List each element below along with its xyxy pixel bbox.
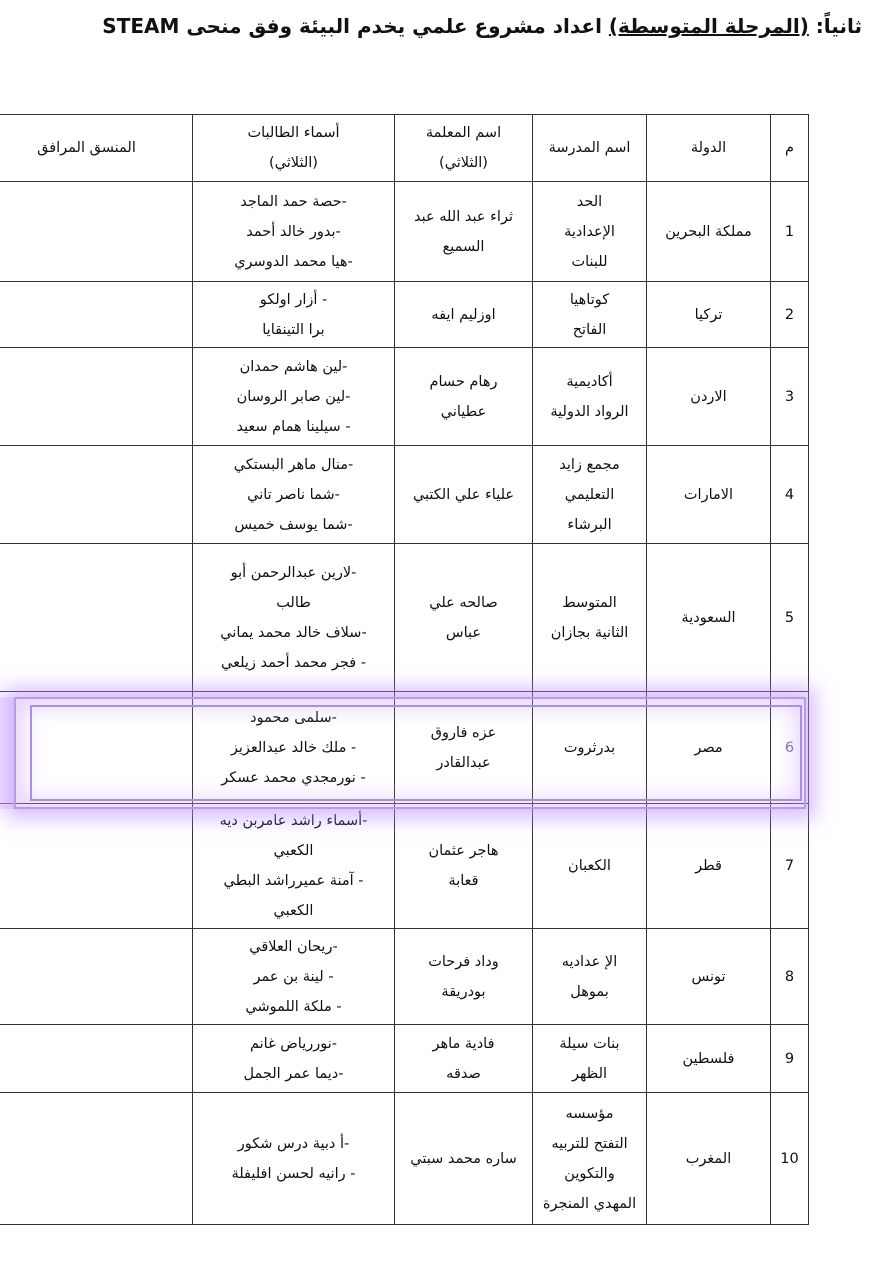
cell-students: [193, 1093, 395, 1225]
cell-coordinator: [0, 348, 193, 446]
cell-teacher: [395, 182, 533, 282]
cell-coordinator: [0, 182, 193, 282]
cell-coordinator: [0, 446, 193, 544]
cell-school: [533, 1025, 647, 1093]
cell-num: 8: [771, 929, 809, 1025]
cell-num: 9: [771, 1025, 809, 1093]
cell-num: 6: [771, 692, 809, 804]
cell-school-line: الإ عداديه: [561, 953, 618, 970]
cell-teacher-line: رهام حسام: [429, 373, 498, 390]
cell-school-line: كوتاهيا: [569, 291, 610, 308]
cell-school: [533, 929, 647, 1025]
cell-school-line: الحد: [576, 193, 603, 210]
cell-school-line: بنات سيلة: [559, 1035, 620, 1052]
table-row: [0, 282, 809, 348]
cell-teacher-line: ثراء عبد الله عبد: [413, 208, 513, 225]
cell-country: تركيا: [647, 282, 771, 348]
table-row: [0, 544, 809, 692]
cell-students: [193, 348, 395, 446]
cell-school-line: الرواد الدولية: [550, 403, 629, 420]
cell-country: مملكة البحرين: [647, 182, 771, 282]
cell-students: [193, 544, 395, 692]
header-students-line: (الثلاثي): [269, 155, 318, 171]
cell-teacher-line: عطياني: [440, 403, 487, 420]
cell-num: 3: [771, 348, 809, 446]
cell-coordinator: [0, 1025, 193, 1093]
cell-country: الامارات: [647, 446, 771, 544]
cell-country: المغرب: [647, 1093, 771, 1225]
cell-school-line: للبنات: [571, 253, 608, 270]
cell-teacher-line: عبدالقادر: [436, 754, 491, 771]
cell-students-line: - ملك خالد عبدالعزيز: [230, 739, 357, 756]
cell-num: 7: [771, 804, 809, 929]
cell-teacher-line: عزه فاروق: [430, 724, 497, 741]
cell-students-line: - سيلينا همام سعيد: [236, 418, 351, 435]
cell-teacher-line: وداد فرحات: [428, 953, 499, 970]
cell-students-line: -نورر‌ياض غانم: [249, 1035, 338, 1052]
cell-school: [533, 692, 647, 804]
cell-teacher: [395, 1025, 533, 1093]
header-school: اسم المدرسة: [533, 115, 647, 182]
header-students-line: أسماء الطالبات: [247, 125, 340, 141]
header-teacher-line: اسم المعلمة: [425, 125, 502, 141]
cell-coordinator: [0, 929, 193, 1025]
title-stage: (المرحلة المتوسطة): [608, 14, 809, 38]
header-coordinator: المنسق المرافق: [0, 115, 193, 182]
cell-teacher: [395, 1093, 533, 1225]
cell-students-line: -سلمى محمود: [250, 709, 337, 726]
table-row: [0, 1093, 809, 1225]
cell-num: 4: [771, 446, 809, 544]
cell-students-line: -أسماء راشد عامربن ديه: [219, 813, 368, 829]
cell-coordinator: [0, 282, 193, 348]
cell-students-line: برا التينقايا: [262, 321, 325, 338]
cell-students-line: - ملكة اللموشي: [245, 998, 342, 1015]
cell-students: [193, 692, 395, 804]
cell-school-line: المتوسط: [562, 594, 617, 611]
cell-school-line: بموهل: [570, 983, 609, 1000]
cell-teacher-line: قعابة: [448, 873, 479, 889]
cell-students-line: -شما يوسف خميس: [234, 516, 353, 533]
cell-students-line: - فجر محمد أحمد زيلعي: [221, 654, 366, 671]
header-students: [193, 115, 395, 182]
cell-school: [533, 446, 647, 544]
cell-school: [533, 282, 647, 348]
cell-students-line: -سلاف خالد محمد يماني: [220, 624, 367, 641]
cell-students: [193, 1025, 395, 1093]
table-header-row: [0, 115, 809, 182]
cell-students-line: الكعبي: [273, 843, 314, 859]
cell-school-line: التعليمي: [564, 486, 615, 503]
cell-teacher-line: ساره محمد سبتي: [410, 1150, 517, 1167]
cell-teacher: [395, 348, 533, 446]
cell-school: [533, 1093, 647, 1225]
cell-students-line: - لينة بن عمر: [253, 968, 334, 985]
cell-students-line: -ريحان العلاقي: [249, 938, 338, 955]
cell-students: [193, 929, 395, 1025]
cell-teacher-line: عباس: [445, 624, 482, 641]
cell-students-line: -لين صابر الروسان: [236, 388, 351, 405]
cell-country: الاردن: [647, 348, 771, 446]
cell-school: [533, 182, 647, 282]
cell-students: [193, 282, 395, 348]
cell-teacher-line: فادية ماهر: [432, 1035, 495, 1052]
cell-country: السعودية: [647, 544, 771, 692]
cell-students-line: - نورمجدي محمد عسكر: [221, 769, 366, 786]
cell-students-line: -ديما عمر الجمل: [243, 1065, 344, 1082]
cell-school-line: الثانية بجازان: [550, 624, 629, 641]
cell-school-line: الكعبان: [568, 858, 611, 874]
cell-school-line: مؤسسه: [565, 1105, 614, 1122]
cell-students-line: -منال ماهر البستكي: [233, 456, 354, 473]
table-row: [0, 348, 809, 446]
cell-students-line: -لين هاشم حمدان: [239, 358, 348, 375]
cell-coordinator: [0, 1093, 193, 1225]
cell-coordinator: [0, 544, 193, 692]
cell-students: [193, 446, 395, 544]
cell-country: تونس: [647, 929, 771, 1025]
cell-num: 5: [771, 544, 809, 692]
cell-teacher: [395, 544, 533, 692]
table-row: [0, 182, 809, 282]
table-body: [0, 182, 809, 1225]
cell-teacher: [395, 929, 533, 1025]
cell-num: 10: [771, 1093, 809, 1225]
cell-students-line: -شما ناصر تاني: [247, 486, 340, 503]
cell-school-line: المهدي المنجرة: [542, 1195, 637, 1212]
cell-teacher-line: اوزليم ايفه: [431, 306, 496, 323]
cell-school: [533, 544, 647, 692]
cell-school-line: أكاديمية: [566, 373, 613, 390]
cell-teacher-line: هاجر عثمان: [428, 843, 499, 859]
table-row: [0, 692, 809, 804]
cell-teacher-line: علياء علي الكتبي: [412, 486, 515, 503]
page-title: [62, 14, 862, 38]
participants-table: [0, 114, 809, 1225]
cell-students: [193, 804, 395, 929]
cell-students-line: -حصة حمد الماجد: [240, 193, 347, 210]
header-country: الدولة: [647, 115, 771, 182]
cell-teacher: [395, 446, 533, 544]
cell-students-line: - أزار اولكو: [259, 291, 328, 308]
cell-teacher: [395, 692, 533, 804]
cell-school-line: البرشاء: [567, 516, 612, 533]
cell-country: فلسطين: [647, 1025, 771, 1093]
cell-students-line: -لارين عبدالرحمن أبو: [230, 564, 357, 581]
header-teacher: [395, 115, 533, 182]
cell-students-line: - رانيه لحسن افليفلة: [231, 1165, 356, 1182]
cell-teacher: [395, 804, 533, 929]
table-row: [0, 446, 809, 544]
cell-school: [533, 804, 647, 929]
cell-students-line: -أ دبية درس شكور: [237, 1135, 350, 1152]
cell-school-line: الفاتح: [572, 321, 607, 338]
cell-country: قطر: [647, 804, 771, 929]
cell-school-line: الظهر: [571, 1065, 608, 1082]
cell-school: [533, 348, 647, 446]
cell-school-line: التفتح للتربيه: [551, 1135, 628, 1152]
table-row: [0, 929, 809, 1025]
cell-coordinator: [0, 692, 193, 804]
cell-teacher-line: بودريقة: [441, 983, 486, 1000]
cell-students-line: الكعبي: [273, 903, 314, 919]
cell-school-line: مجمع زايد: [559, 456, 620, 473]
cell-school-line: بدرثروت: [563, 739, 616, 756]
header-teacher-line: (الثلاثي): [439, 155, 488, 171]
cell-coordinator: [0, 804, 193, 929]
title-prefix: ثانياً:: [808, 14, 862, 38]
cell-students-line: طالب: [276, 594, 311, 611]
cell-teacher-line: صدقه: [446, 1065, 481, 1082]
cell-teacher: [395, 282, 533, 348]
cell-num: 1: [771, 182, 809, 282]
cell-school-line: والتكوين: [564, 1165, 615, 1182]
table-row: [0, 1025, 809, 1093]
cell-teacher-line: صالحه علي: [429, 594, 498, 611]
cell-teacher-line: السميع: [442, 238, 485, 255]
header-num: م: [771, 115, 809, 182]
title-rest: اعداد مشروع علمي يخدم البيئة وفق منحى STEAM: [102, 14, 609, 38]
table-row: [0, 804, 809, 929]
cell-students-line: -هيا محمد الدوسري: [234, 253, 353, 270]
cell-students-line: -بدور خالد أحمد: [246, 223, 341, 240]
cell-students: [193, 182, 395, 282]
cell-country: مصر: [647, 692, 771, 804]
cell-school-line: الإعدادية: [564, 223, 615, 240]
cell-students-line: - آمنة عميرراشد البطي: [223, 873, 364, 889]
cell-num: 2: [771, 282, 809, 348]
